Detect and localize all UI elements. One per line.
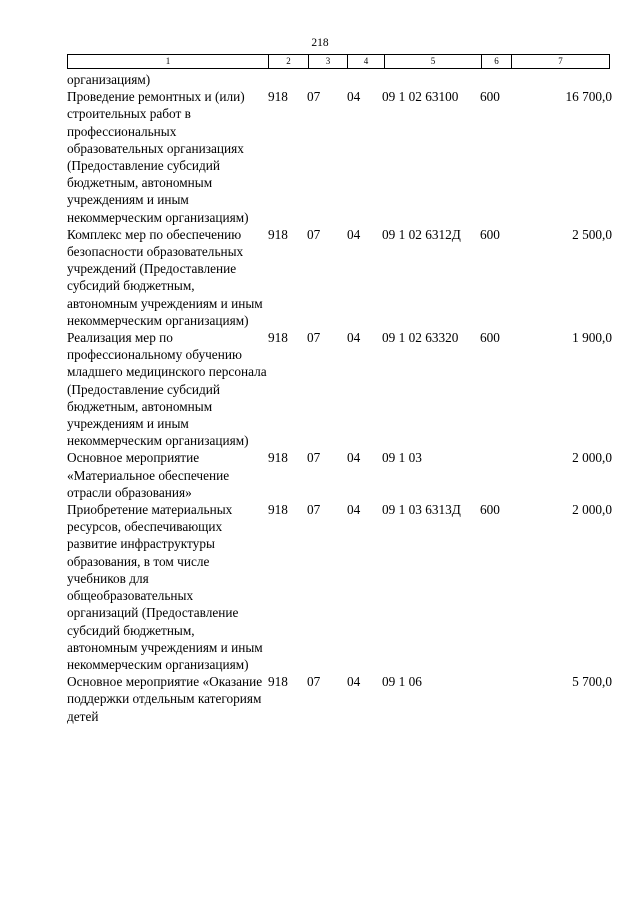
row-col-4: 04 [347, 502, 361, 518]
row-col-5: 09 1 03 [382, 450, 422, 466]
row-col-2: 918 [268, 226, 288, 242]
row-col-6: 600 [480, 330, 500, 346]
row-col-2: 918 [268, 502, 288, 518]
row-col-2: 918 [268, 89, 288, 105]
row-col-4: 04 [347, 226, 361, 242]
row-col-4: 04 [347, 89, 361, 105]
row-col-7: 2 500,0 [572, 226, 612, 242]
table-row [67, 329, 612, 449]
header-col-2: 2 [268, 55, 308, 68]
row-col-6: 600 [480, 89, 500, 105]
row-col-3: 07 [307, 450, 321, 466]
table-row [67, 673, 612, 725]
row-col-5: 09 1 02 6312Д [382, 226, 461, 242]
row-col-4: 04 [347, 330, 361, 346]
row-col-5: 09 1 02 63100 [382, 89, 459, 105]
row-name: Комплекс мер по обеспечению безопасности образовательных учреждений (Предоставление субсидий бюджетным, автономным учреждениям и иным некоммерческим организациям) [67, 226, 263, 328]
table-row [67, 449, 612, 501]
header-col-3: 3 [308, 55, 347, 68]
row-col-2: 918 [268, 330, 288, 346]
row-name: Основное мероприятие «Материальное обеспечение отрасли образования» [67, 450, 230, 500]
header-col-5: 5 [384, 55, 481, 68]
header-col-7: 7 [511, 55, 609, 68]
row-col-6: 600 [480, 226, 500, 242]
table-row [67, 226, 612, 329]
row-name: Реализация мер по профессиональному обучению младшего медицинского персонала (Предоставление субсидий бюджетным, автономным учреждениям и иным некоммерческим организациям) [67, 330, 267, 449]
row-col-4: 04 [347, 674, 361, 690]
row-col-5: 09 1 03 6313Д [382, 502, 461, 518]
header-col-4: 4 [347, 55, 384, 68]
row-col-3: 07 [307, 226, 321, 242]
row-col-3: 07 [307, 89, 321, 105]
row-col-3: 07 [307, 674, 321, 690]
row-name: Проведение ремонтных и (или) строительных работ в профессиональных образовательных организациях (Предоставление субсидий бюджетным, автономным учреждениям и иным некоммерческим организациям) [67, 89, 249, 225]
page-number: 218 [311, 37, 329, 49]
row-col-7: 2 000,0 [572, 502, 612, 518]
row-col-7: 5 700,0 [572, 674, 612, 690]
row-col-7: 16 700,0 [565, 89, 612, 105]
header-col-6: 6 [481, 55, 511, 68]
row-col-7: 1 900,0 [572, 330, 612, 346]
row-col-5: 09 1 06 [382, 674, 422, 690]
table-row [67, 71, 612, 88]
row-col-2: 918 [268, 450, 288, 466]
row-name: Приобретение материальных ресурсов, обеспечивающих развитие инфраструктуры образования, в том числе учебников для общеобразовательных организаций (Предоставление субсидий бюджетным, автономным учреждениям и иным некоммерческим организациям) [67, 502, 263, 672]
row-col-3: 07 [307, 502, 321, 518]
row-col-7: 2 000,0 [572, 450, 612, 466]
header-col-1: 1 [165, 56, 171, 66]
row-col-6: 600 [480, 502, 500, 518]
row-col-2: 918 [268, 674, 288, 690]
row-col-3: 07 [307, 330, 321, 346]
table-row [67, 501, 612, 673]
row-name: организациям) [67, 72, 151, 87]
row-col-4: 04 [347, 450, 361, 466]
table-row [67, 88, 612, 226]
table-body [67, 71, 612, 725]
table-header [67, 54, 610, 69]
row-col-5: 09 1 02 63320 [382, 330, 459, 346]
row-name: Основное мероприятие «Оказание поддержки отдельным категориям детей [67, 674, 263, 724]
